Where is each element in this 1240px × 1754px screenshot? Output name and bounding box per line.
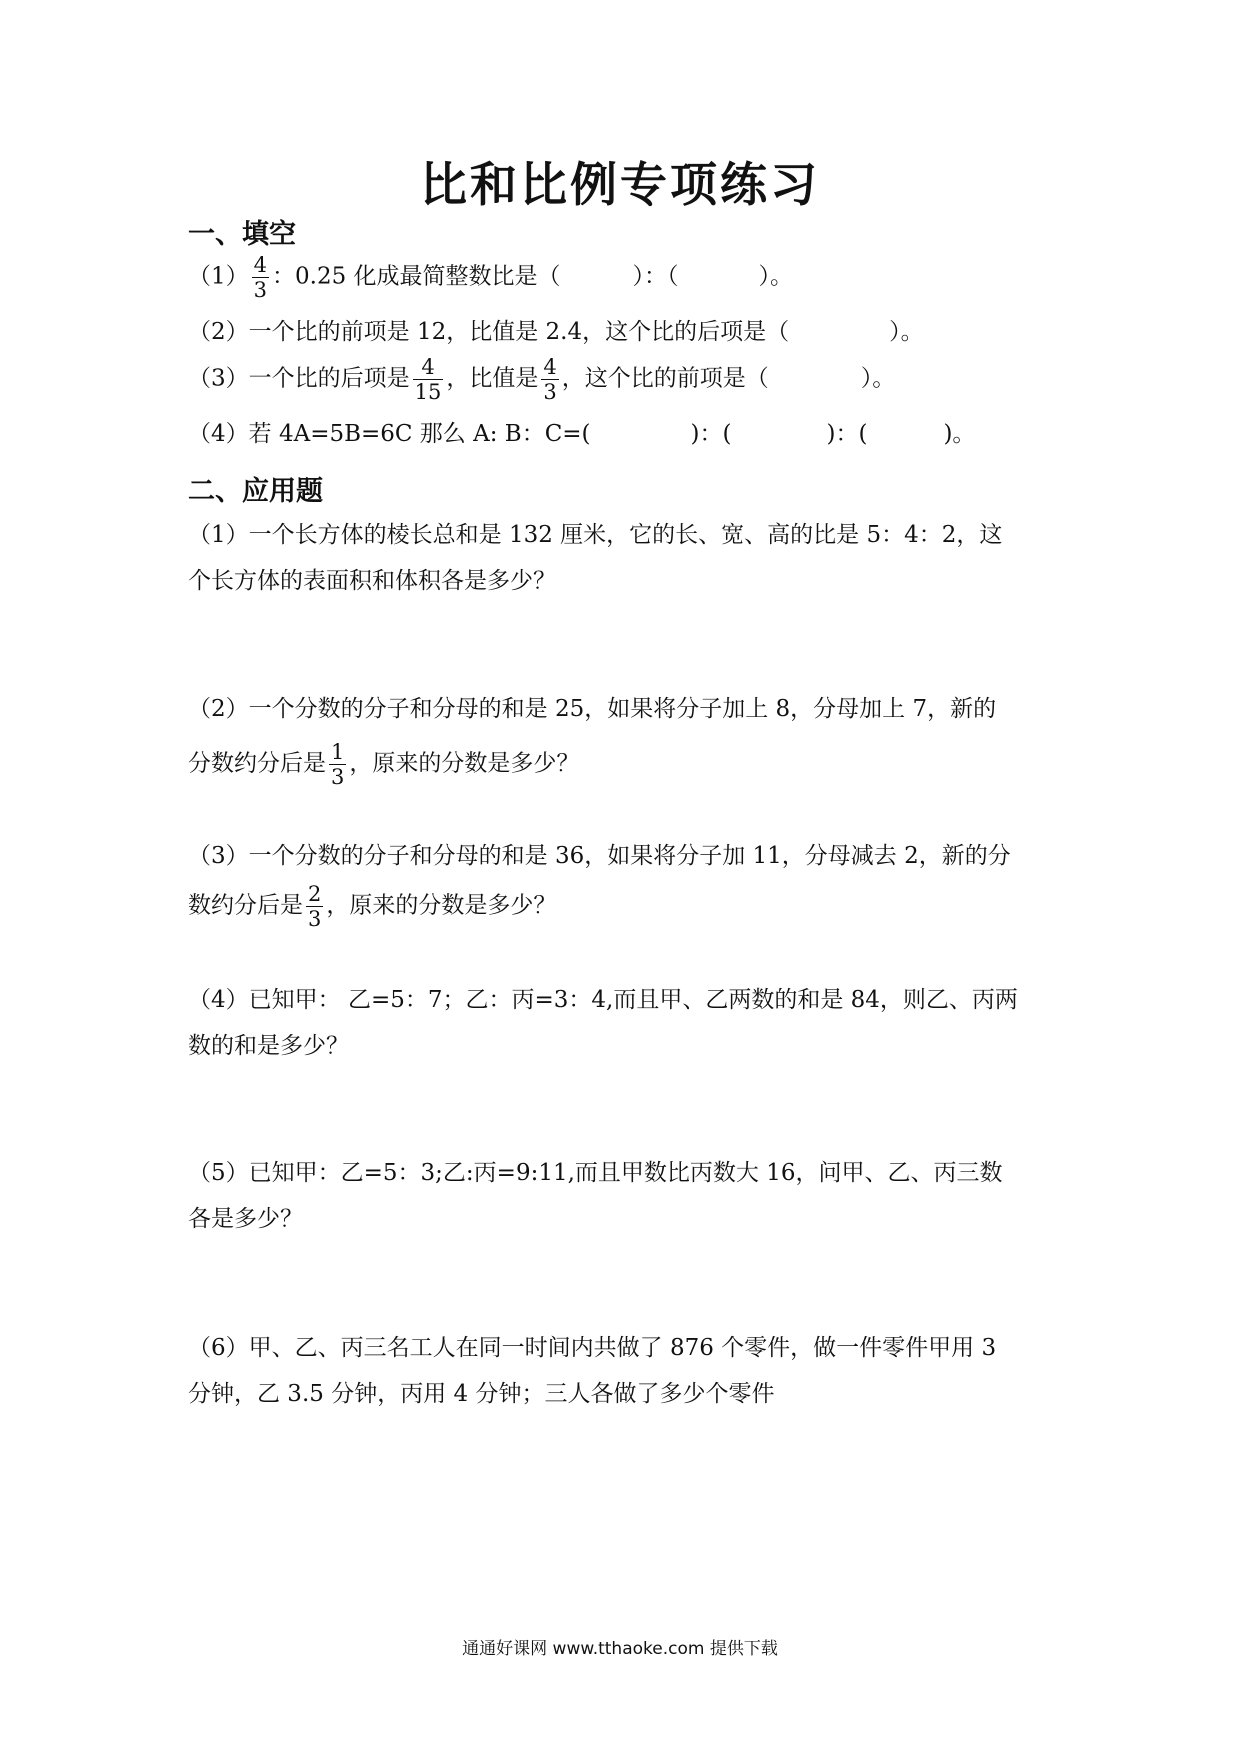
problem-5-line-2: 各是多少？ [188,1206,303,1232]
fill-question-2 [188,321,924,344]
q1-frac-denominator: 3 [253,278,268,303]
p3-text-a: 数约分后是 [188,892,303,919]
problem-1-line-1: （1）一个长方体的棱长总和是 132 厘米，它的长、宽、高的比是 5：4：2，这 [188,522,1003,548]
q3-text-c: ，这个比的前项是（ [561,365,769,392]
problem-5-line-1: （5）已知甲：乙=5：3;乙:丙=9:11,而且甲数比丙数大 16，问甲、乙、丙三数 [188,1160,1003,1186]
section-heading-fill-blank: 一、填空 [188,219,296,250]
q3-frac2-numerator: 4 [543,355,557,379]
p3-fraction [306,882,323,931]
p2-fraction [329,740,346,789]
problem-1-line-2: 个长方体的表面积和体积各是多少？ [188,568,556,594]
q3-text-b: ，比值是 [446,365,539,392]
section-heading-word-problems: 二、应用题 [188,476,323,507]
q3-frac1-numerator: 4 [413,355,444,380]
p2-frac-numerator: 1 [331,740,345,764]
q3-frac2-denominator: 3 [543,380,557,405]
q3-end: ）。 [860,365,896,392]
p2-text-b: ，原来的分数是多少？ [349,750,580,777]
problem-2-line-1: （2）一个分数的分子和分母的和是 25，如果将分子加上 8，分母加上 7，新的 [188,696,997,722]
q1-end: ）。 [758,263,794,290]
fill-question-1 [188,253,793,302]
q4-text: （4）若 4A=5B=6C 那么 A: B：C=( [188,421,591,447]
q1-mid: ）：（ [632,263,679,290]
q3-fraction-1 [413,355,444,404]
page-title: 比和比例专项练习 [420,158,820,213]
q1-text: ：0.25 化成最简整数比是（ [272,263,561,290]
q3-text-a: （3）一个比的后项是 [188,365,410,392]
p2-text-a: 分数约分后是 [188,750,326,777]
q3-frac1-denominator: 15 [414,380,442,405]
q1-label: （1） [188,263,249,290]
p3-text-b: ，原来的分数是多少？ [326,892,557,919]
p3-frac-numerator: 2 [308,882,322,906]
problem-4-line-2: 数的和是多少？ [188,1033,349,1059]
problem-6-line-2: 分钟，乙 3.5 分钟，丙用 4 分钟；三人各做了多少个零件 [188,1381,775,1407]
problem-3-line-2 [188,882,556,931]
q1-fraction [252,253,269,302]
p3-frac-denominator: 3 [308,907,322,932]
q4-sep-1: )：( [690,421,732,447]
problem-4-line-1: （4）已知甲： 乙=5：7；乙：丙=3：4,而且甲、乙两数的和是 84，则乙、丙两 [188,987,1018,1013]
problem-6-line-1: （6）甲、乙、丙三名工人在同一时间内共做了 876 个零件，做一件零件甲用 3 [188,1335,997,1361]
q2-text: （2）一个比的前项是 12，比值是 2.4，这个比的后项是（ [188,319,790,345]
q4-sep-2: )：( [826,421,868,447]
problem-2-line-2 [188,740,579,789]
fill-question-4 [188,423,975,446]
q4-end: )。 [943,421,976,447]
q1-frac-numerator: 4 [253,253,268,277]
p2-frac-denominator: 3 [331,765,345,790]
q3-fraction-2 [541,355,558,404]
q2-end: ）。 [889,319,924,345]
footer-credit: 通通好课网 www.tthaoke.com 提供下载 [462,1639,778,1659]
problem-3-line-1: （3）一个分数的分子和分母的和是 36，如果将分子加 11，分母减去 2，新的分 [188,843,1011,869]
fill-question-3 [188,355,895,404]
